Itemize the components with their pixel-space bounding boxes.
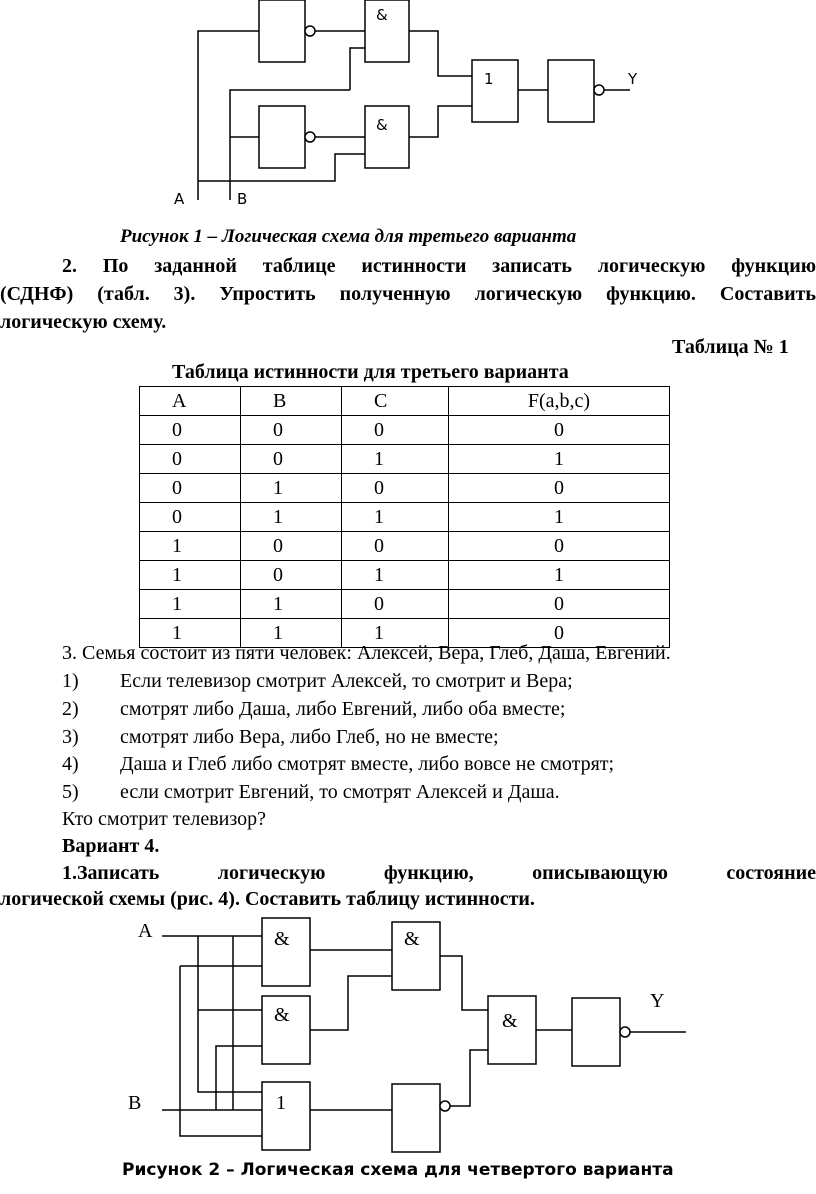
table-row <box>140 590 670 619</box>
table-cell: 0 <box>449 474 670 503</box>
table-row <box>140 503 670 532</box>
variant4-heading: Вариант 4. <box>62 835 160 857</box>
table-row <box>140 416 670 445</box>
task3-item-num: 4) <box>62 753 79 775</box>
header-cell: B <box>241 387 342 416</box>
table-cell: 0 <box>241 532 342 561</box>
fig1-and-top-label: & <box>376 6 388 24</box>
fig1-output-label: Y <box>628 70 638 88</box>
table-cell: 0 <box>342 590 449 619</box>
fig2-input-b-label: B <box>128 1092 142 1114</box>
task3-item-text: смотрят либо Вера, либо Глеб, но не вместе; <box>120 726 499 748</box>
task3-item-num: 2) <box>62 698 79 720</box>
task3-item-text: если смотрит Евгений, то смотрят Алексей и Даша. <box>120 781 560 803</box>
figure1-circuit <box>0 0 816 215</box>
table-cell: 1 <box>449 561 670 590</box>
figure2-caption: Рисунок 2 – Логическая схема для четвертого варианта <box>122 1160 674 1180</box>
figure1-caption: Рисунок 1 – Логическая схема для третьего варианта <box>120 226 577 247</box>
table-cell: 0 <box>241 416 342 445</box>
table-cell: 1 <box>449 445 670 474</box>
table-cell: 1 <box>241 503 342 532</box>
table-cell: 0 <box>449 590 670 619</box>
fig2-and2-label: & <box>274 1004 290 1026</box>
table-cell: 0 <box>241 561 342 590</box>
fig1-input-b-label: B <box>237 190 248 208</box>
task3-item-text: смотрят либо Даша, либо Евгений, либо оба вместе; <box>120 698 566 720</box>
variant4-line2: логической схемы (рис. 4). Составить таблицу истинности. <box>0 888 535 910</box>
table-cell: 1 <box>241 474 342 503</box>
table-cell: 1 <box>140 590 241 619</box>
table-row <box>140 561 670 590</box>
fig1-and-bottom-label: & <box>376 116 388 134</box>
task3-question: Кто смотрит телевизор? <box>62 808 267 830</box>
table-cell: 1 <box>241 619 342 648</box>
task3-intro: 3. Семья состоит из пяти человек: Алексей, Вера, Глеб, Даша, Евгений. <box>62 642 671 664</box>
table-cell: 0 <box>241 445 342 474</box>
header-cell: C <box>342 387 449 416</box>
table-header-row <box>140 387 670 416</box>
header-cell: A <box>140 387 241 416</box>
table-row <box>140 532 670 561</box>
fig2-or-label: 1 <box>276 1092 286 1114</box>
table-cell: 1 <box>140 532 241 561</box>
table-cell: 1 <box>140 561 241 590</box>
variant4-line1: 1.Записать логическую функцию, описывающую состояние <box>62 862 816 884</box>
table-cell: 1 <box>241 590 342 619</box>
table-cell: 1 <box>342 561 449 590</box>
fig1-input-a-label: A <box>174 190 185 208</box>
truth-table <box>139 386 670 648</box>
table-cell: 0 <box>449 619 670 648</box>
task3-item-text: Даша и Глеб либо смотрят вместе, либо вовсе не смотрят; <box>120 753 615 775</box>
table-cell: 1 <box>342 445 449 474</box>
fig2-output-label: Y <box>650 990 665 1012</box>
task3-item-num: 5) <box>62 781 79 803</box>
table-cell: 0 <box>342 532 449 561</box>
task3-item-num: 3) <box>62 726 79 748</box>
table-cell: 1 <box>342 503 449 532</box>
table-cell: 1 <box>140 619 241 648</box>
table-cell: 0 <box>342 416 449 445</box>
table-cell: 0 <box>449 416 670 445</box>
table-cell: 0 <box>342 474 449 503</box>
task2-line2: (СДНФ) (табл. 3). Упростить полученную логическую функцию. Составить <box>0 283 816 305</box>
header-cell: F(a,b,c) <box>449 387 670 416</box>
table-number: Таблица № 1 <box>672 336 789 358</box>
fig2-input-a-label: A <box>138 920 153 942</box>
fig2-and-final-label: & <box>502 1010 518 1032</box>
table-cell: 0 <box>140 474 241 503</box>
table-cell: 0 <box>449 532 670 561</box>
fig1-or-label: 1 <box>484 70 494 88</box>
table-cell: 0 <box>140 445 241 474</box>
task3-item-num: 1) <box>62 670 79 692</box>
table-title: Таблица истинности для третьего варианта <box>172 361 569 383</box>
fig2-and3-label: & <box>404 928 420 950</box>
table-cell: 0 <box>140 503 241 532</box>
table-cell: 1 <box>449 503 670 532</box>
table-row <box>140 474 670 503</box>
table-cell: 0 <box>140 416 241 445</box>
task2-line1: 2. По заданной таблице истинности записать логическую функцию <box>62 255 816 277</box>
task2-line3: логическую схему. <box>0 311 167 333</box>
task3-item-text: Если телевизор смотрит Алексей, то смотрит и Вера; <box>120 670 573 692</box>
fig2-and1-label: & <box>274 928 290 950</box>
table-cell: 1 <box>342 619 449 648</box>
table-row <box>140 445 670 474</box>
